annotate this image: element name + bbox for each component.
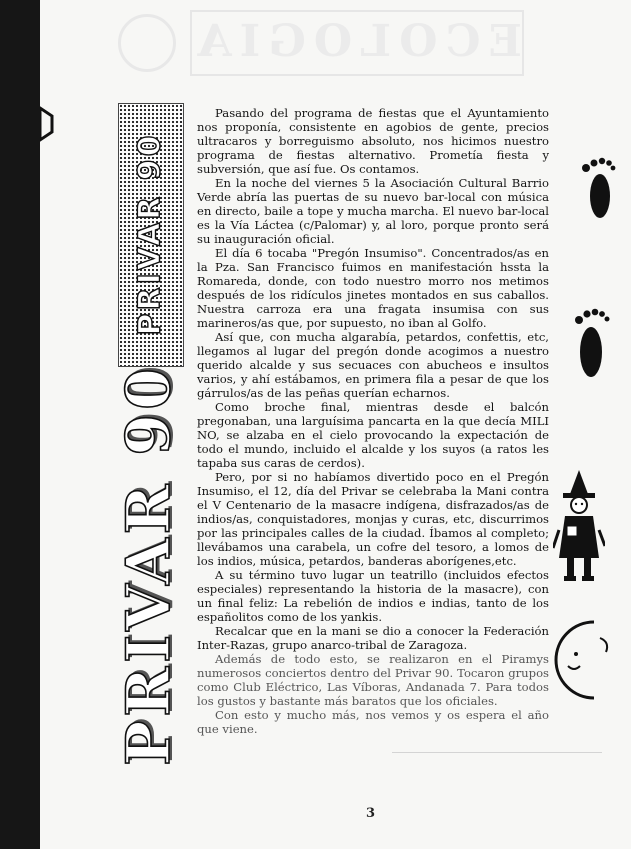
footprint-icon bbox=[574, 304, 610, 382]
paragraph: Pasando del programa de fiestas que el Ayuntamiento nos proponía, consistente en agobios de gente, precios ultracaros y borreguismo absoluto, nos hicimos nuestro programa de fiestas alternativo. Prometía fiesta y subversión, que así fue. Os contamos. bbox=[197, 106, 549, 176]
page-number: 3 bbox=[366, 806, 376, 821]
bleed-through-lines bbox=[392, 752, 602, 787]
vertical-title: PRIVAR 90 bbox=[114, 364, 184, 766]
paragraph: Con esto y mucho más, nos vemos y os espera el año que viene. bbox=[197, 708, 549, 736]
crescent-moon-icon bbox=[554, 618, 614, 702]
paragraph: El día 6 tocaba "Pregón Insumiso". Concentrados/as en la Pza. San Francisco fuimos en manifestación hssta la Romareda, donde, con todo nuestro morro nos metimos después de los ridículos jinetes montados en sus caballos. Nuestra carroza era una fragata insumisa con sus marineros/as que, por supuesto, no iban al Golfo. bbox=[197, 246, 549, 330]
footprint-icon bbox=[580, 154, 616, 224]
paragraph: Como broche final, mientras desde el balcón pregonaban, una larguísima pancarta en la que decía MILI NO, se alzaba en el cielo provocando la expectación de todo el mundo, incluido el alcalde y los suyos (a ratos les tapaba sus caras de cerdos). bbox=[197, 400, 549, 470]
scan-margin bbox=[0, 0, 44, 849]
binding-hole-icon bbox=[40, 104, 56, 144]
bleed-through-circle bbox=[118, 14, 176, 72]
side-box-label: PRIVAR 90 bbox=[132, 132, 168, 336]
paragraph: En la noche del viernes 5 la Asociación Cultural Barrio Verde abría las puertas de su nuevo bar-local con música en directo, baile a tope y mucha marcha. El nuevo bar-local es la Vía Láctea (c/Palomar) y, al loro, porque pronto será su inauguración oficial. bbox=[197, 176, 549, 246]
paragraph: Recalcar que en la mani se dio a conocer la Federación Inter-Razas, grupo anarco-tribal de Zaragoza. bbox=[197, 624, 549, 652]
article-body bbox=[197, 106, 549, 736]
document-page bbox=[40, 0, 631, 849]
paragraph: Así que, con mucha algarabía, petardos, confettis, etc, llegamos al lugar del pregón donde acogimos a nuestro querido alcalde y sus secuaces con abucheos e insultos varios, y ahí estábamos, en primera fila a pesar de que los gárrulos/as de las peñas querían echarnos. bbox=[197, 330, 549, 400]
paragraph: A su término tuvo lugar un teatrillo (incluidos efectos especiales) representando la historia de la masacre), con un final feliz: La rebelión de indios e indias, tanto de los españolitos como de los yankis. bbox=[197, 568, 549, 624]
bleed-through-heading: ECOLOGIA bbox=[190, 10, 524, 76]
paragraph: Pero, por si no habíamos divertido poco en el Pregón Insumiso, el 12, día del Privar se celebraba la Mani contra el V Centenario de la masacre indígena, disfrazados/as de indios/as, conquistadores, monjas y curas, etc, discurrimos por las principales calles de la ciudad. Íbamos al completo; llevábamos una carabela, un cofre del tesoro, a lomos de los indios, música, petardos, banderas aborígenes,etc. bbox=[197, 470, 549, 568]
paragraph: Además de todo esto, se realizaron en el Piramys numerosos conciertos dentro del Privar 90. Tocaron grupos como Club Eléctrico, Las Víboras, Andanada 7. Para todos los gustos y bastante más baratos que los oficiales. bbox=[197, 652, 549, 708]
witch-figure-icon bbox=[553, 470, 605, 586]
